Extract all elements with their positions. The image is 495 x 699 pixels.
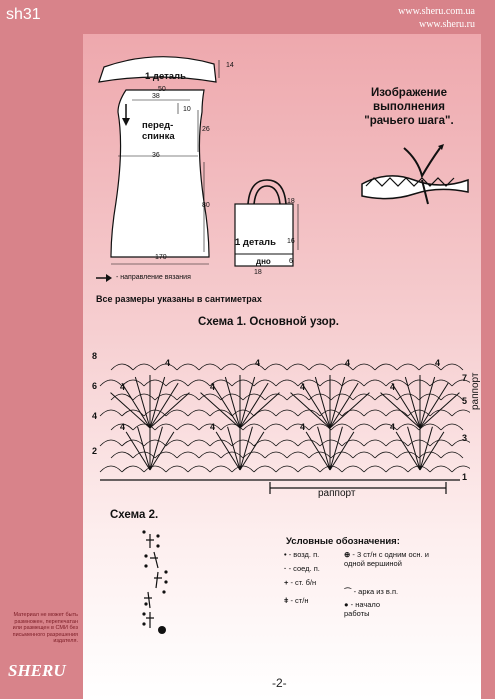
fan-stitch <box>408 427 420 470</box>
chain-arc <box>100 380 122 386</box>
legend-text: - начало работы <box>344 600 381 618</box>
chain-arc <box>100 440 122 446</box>
legend-text: - арка из в.п. <box>353 587 399 596</box>
chain-arc <box>309 452 331 458</box>
fan-stitch <box>420 427 432 470</box>
crab-stitch-illustration <box>358 140 470 210</box>
chain-arc <box>188 440 210 446</box>
fan-stitch <box>212 383 240 428</box>
chain-arc <box>298 440 320 446</box>
chain-arc <box>199 364 221 370</box>
legend-title: Условные обозначения: <box>286 536 400 547</box>
chain-arc <box>265 452 287 458</box>
dim-label: 26 <box>202 126 210 133</box>
dim-label: 170 <box>155 254 167 261</box>
chain-arc <box>276 440 298 446</box>
chain-arc <box>232 466 254 472</box>
fan-stitch <box>126 432 150 470</box>
chain-arc <box>243 424 265 430</box>
stitch-count-label: 4 <box>345 358 351 368</box>
chain-arc <box>254 466 276 472</box>
dim-label: 38 <box>152 93 160 100</box>
chain-arc <box>111 364 133 370</box>
chain-arc <box>133 452 155 458</box>
chain-arc <box>177 452 199 458</box>
chain-arc <box>265 364 287 370</box>
dim-label: 14 <box>226 62 234 69</box>
chain-arc <box>342 380 364 386</box>
chain-arc <box>188 410 210 416</box>
chain-arc <box>133 394 155 400</box>
legend-symbol: + <box>284 578 291 587</box>
sizes-note: Все размеры указаны в сантиметрах <box>96 294 262 304</box>
legend-item <box>284 564 320 573</box>
chain-arc <box>144 466 166 472</box>
fan-stitch <box>420 383 448 428</box>
chain-arc <box>364 410 386 416</box>
copyright-notice: Материал не может быть размножен, перепечатан или размещен в СМИ без письменного разрешения издателя. <box>12 612 78 644</box>
chain-arc <box>166 440 188 446</box>
legend-item <box>284 578 316 587</box>
stitch-count-label: 4 <box>300 382 306 392</box>
legend-text: - соед. п. <box>288 564 320 573</box>
stitch-count-label: 4 <box>390 382 396 392</box>
chain-arc <box>188 380 210 386</box>
chain-arc <box>430 440 452 446</box>
fan-stitch <box>330 427 342 470</box>
chain-arc <box>287 424 309 430</box>
chain-arc <box>419 452 441 458</box>
legend-symbol: ǂ <box>284 596 291 605</box>
chain-arc <box>232 440 254 446</box>
legend-text: - возд. п. <box>288 550 320 559</box>
chain-arc <box>375 364 397 370</box>
row-number: 8 <box>92 351 98 361</box>
chain-arc <box>144 440 166 446</box>
row-number: 6 <box>92 381 98 391</box>
chain-arc <box>298 466 320 472</box>
stitch-count-label: 4 <box>210 422 216 432</box>
chain-arc <box>441 424 463 430</box>
legend-item <box>284 596 308 605</box>
stitch-count-label: 4 <box>165 358 171 368</box>
chain-arc <box>276 380 298 386</box>
chain-arc <box>452 410 470 416</box>
fan-stitch <box>306 432 330 470</box>
legend-symbol: ⊕ <box>344 550 353 559</box>
chain-arc <box>188 466 210 472</box>
chain-arc <box>243 452 265 458</box>
chain-arc <box>287 364 309 370</box>
chain-arc <box>353 424 375 430</box>
chain-arc <box>430 410 452 416</box>
legend-item <box>344 600 404 618</box>
row-number: 5 <box>462 396 468 406</box>
legend-symbol: ⌒ <box>344 587 354 596</box>
chain-arc <box>254 380 276 386</box>
fan-stitch <box>122 383 150 428</box>
scheme1-title: Схема 1. Основной узор. <box>198 316 339 328</box>
chain-arc <box>265 394 287 400</box>
fan-stitch <box>330 393 369 428</box>
legend-symbol: ● <box>344 600 351 609</box>
fan-stitch <box>228 427 240 470</box>
fan-stitch <box>225 377 240 428</box>
chain-arc <box>111 452 133 458</box>
chain-arc <box>342 466 364 472</box>
chain-arc <box>276 410 298 416</box>
chain-arc <box>177 424 199 430</box>
dim-label: 80 <box>202 202 210 209</box>
chain-arc <box>298 410 320 416</box>
chain-arc <box>210 466 232 472</box>
chain-arc <box>408 410 430 416</box>
dim-label: 18 <box>287 198 295 205</box>
fan-stitch <box>392 383 420 428</box>
url-ua[interactable]: www.sheru.com.ua <box>398 6 475 17</box>
fan-stitch <box>150 427 162 470</box>
chain-arc <box>452 440 470 446</box>
legend-item <box>344 550 430 568</box>
stitch-count-label: 4 <box>120 422 126 432</box>
fan-stitch <box>150 383 178 428</box>
bag-piece-label: 1 деталь <box>235 237 276 248</box>
repeat-label: раппорт <box>318 488 356 499</box>
chain-arc <box>408 380 430 386</box>
dim-label: 6 <box>289 258 293 265</box>
chain-arc <box>441 452 463 458</box>
chain-arc <box>353 364 375 370</box>
stitch-count-label: 4 <box>300 422 306 432</box>
stitch-count-label: 4 <box>255 358 261 368</box>
dim-label: 10 <box>183 106 191 113</box>
row-number: 2 <box>92 446 98 456</box>
fan-stitch <box>315 377 330 428</box>
chain-arc <box>100 466 122 472</box>
chain-arc <box>441 364 463 370</box>
fan-stitch <box>111 393 150 428</box>
right-band <box>481 34 495 699</box>
fan-stitch <box>240 432 264 470</box>
chain-arc <box>232 380 254 386</box>
chain-arc <box>397 364 419 370</box>
chain-arc <box>375 452 397 458</box>
dim-label: 50 <box>158 86 166 93</box>
chain-arc <box>122 466 144 472</box>
chain-arc <box>353 452 375 458</box>
chain-arc <box>452 380 470 386</box>
scheme2-title: Схема 2. <box>110 509 159 521</box>
chain-arc <box>320 410 342 416</box>
dim-label: 18 <box>254 269 262 276</box>
fan-stitch <box>240 383 268 428</box>
stitch-count-label: 4 <box>120 382 126 392</box>
legend-text: - 3 ст/н с одним осн. и одной вершиной <box>344 550 429 568</box>
fan-stitch <box>405 377 420 428</box>
fan-stitch <box>420 393 459 428</box>
stitch-count-label: 4 <box>210 382 216 392</box>
chain-arc <box>452 466 470 472</box>
fan-stitch <box>396 432 420 470</box>
fan-stitch <box>201 393 240 428</box>
fan-stitch <box>216 432 240 470</box>
chain-arc <box>386 410 408 416</box>
legend-item <box>344 586 398 597</box>
fan-stitch <box>302 383 330 428</box>
fan-stitch <box>291 393 330 428</box>
fan-stitch <box>138 427 150 470</box>
chain-arc <box>166 466 188 472</box>
fan-stitch <box>318 427 330 470</box>
chain-arc <box>386 466 408 472</box>
pattern-code: sh31 <box>6 6 41 23</box>
fan-stitch <box>420 432 444 470</box>
fan-stitch <box>330 377 345 428</box>
chain-arc <box>199 452 221 458</box>
chain-arc <box>133 364 155 370</box>
dim-label: 16 <box>287 238 295 245</box>
fan-stitch <box>240 377 255 428</box>
legend-text: - ст/н <box>290 596 309 605</box>
fan-stitch <box>330 432 354 470</box>
chain-arc <box>199 394 221 400</box>
chain-arc <box>122 380 144 386</box>
chain-arc <box>364 380 386 386</box>
dress-part-label: перед-спинка <box>142 120 175 142</box>
page-number: -2- <box>272 676 287 690</box>
chain-arc <box>430 466 452 472</box>
chain-arc <box>276 466 298 472</box>
url-ru[interactable]: www.sheru.ru <box>418 19 475 30</box>
chain-arc <box>320 380 342 386</box>
chain-arc <box>243 394 265 400</box>
chain-arc <box>342 410 364 416</box>
chain-arc <box>243 364 265 370</box>
bag-bottom-label: дно <box>256 257 271 266</box>
stitch-count-label: 4 <box>390 422 396 432</box>
row-number: 1 <box>462 472 468 482</box>
chain-arc <box>364 440 386 446</box>
dress-piece-label: 1 деталь <box>145 71 186 82</box>
direction-legend: - направление вязания <box>116 274 191 281</box>
chain-arc <box>177 394 199 400</box>
fan-stitch <box>381 393 420 428</box>
fan-stitch <box>420 377 435 428</box>
fan-stitch <box>150 432 174 470</box>
chain-arc <box>177 364 199 370</box>
fan-stitch <box>150 377 165 428</box>
fan-stitch <box>240 427 252 470</box>
stitch-count-label: 4 <box>435 358 441 368</box>
row-number: 7 <box>462 373 468 383</box>
legend-text: - ст. б/н <box>290 578 317 587</box>
row-number: 4 <box>92 411 98 421</box>
chain-arc <box>265 424 287 430</box>
dim-label: 36 <box>152 152 160 159</box>
chain-arc <box>287 452 309 458</box>
left-band <box>0 34 83 699</box>
legend-symbol: · <box>284 564 289 573</box>
row-number: 3 <box>462 433 468 443</box>
crab-stitch-title: Изображение выполнения "рачьего шага". <box>364 87 454 127</box>
fan-stitch <box>330 383 358 428</box>
chain-arc <box>309 364 331 370</box>
chain-arc <box>100 410 122 416</box>
legend-symbol: • <box>284 550 289 559</box>
repeat-label-vertical: раппорт <box>470 372 481 410</box>
chain-arc <box>221 364 243 370</box>
chain-arc <box>364 466 386 472</box>
chain-arc <box>210 440 232 446</box>
scheme2-chart <box>136 528 186 640</box>
sheru-logo: SHERU <box>8 661 66 680</box>
legend-item <box>284 550 319 559</box>
scheme1-chart <box>90 330 470 502</box>
chain-arc <box>155 424 177 430</box>
